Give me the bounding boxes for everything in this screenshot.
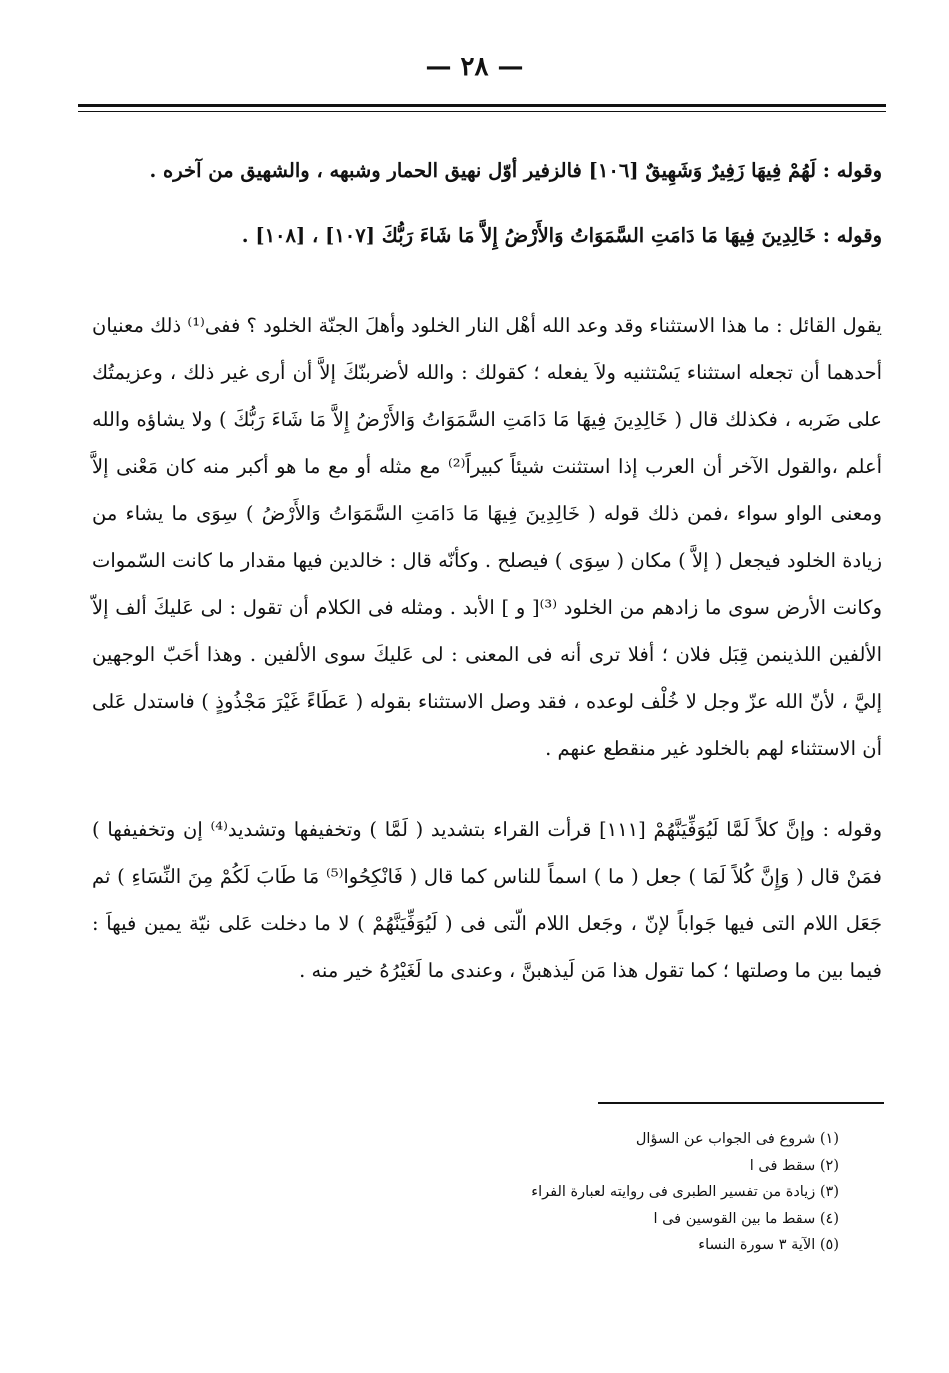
footnote-3: (٣) زيادة من تفسير الطبرى فى روايته لعبارة الفراء bbox=[531, 1184, 839, 1200]
main-text bbox=[92, 130, 882, 994]
footnote-2: (٢) سقط فى ا bbox=[749, 1157, 839, 1174]
header-rule-thin bbox=[78, 111, 886, 112]
verse-block bbox=[92, 130, 882, 268]
page-number: — ٢٨ — bbox=[425, 52, 524, 82]
footnote-rule bbox=[598, 1102, 884, 1104]
header-rule bbox=[78, 104, 886, 107]
verse-line-107: وقوله : خَالِدِينَ فِيهَا مَا دَامَتِ السَّمَوَاتُ وَالأَرْضُ إِلاَّ مَا شَاءَ رَبُّكَ [١٠٧] ، [١٠٨] . bbox=[241, 224, 882, 247]
footnotes bbox=[319, 1126, 839, 1259]
verse-line-106: وقوله : لَهُمْ فِيهَا زَفِيرٌ وَشَهِيقٌ [١٠٦] فالزفير أوّل نهيق الحمار وشبهه ، والشهيق من آخره . bbox=[149, 159, 882, 182]
footnote-4: (٤) سقط ما بين القوسين فى ا bbox=[653, 1210, 839, 1227]
paragraph-istithna: يقول القائل : ما هذا الاستثناء وقد وعد الله أهْل النار الخلود وأهلَ الجنّة الخلود ؟ ففى⁽¹⁾ ذلك معنيان أحدهما أن تجعله استثناء يَسْتثنيه ولاَ يفعله ؛ كقولك : والله لأضربنّكَ إلاَّ أن أرى غير ذلك ، وعزيمتُك على ضَربه ، فكذلك قال ( خَالِدِينَ فِيهَا مَا دَامَتِ السَّمَوَاتُ وَالأَرْضُ إِلاَّ مَا شَاءَ رَبُّكَ ) ولا يشاؤه والله أعلم ،والقول الآخر أن العرب إذا استثنت شيئاً كبيراً⁽²⁾ مع مثله أو مع ما هو أكبر منه كان مَعْنى إلاَّ ومعنى الواو سواء ،فمن ذلك قوله ( خَالِدِينَ فِيهَا مَا دَامَتِ السَّمَوَاتُ وَالأَرْضُ ) سِوَى ما يشاء من زيادة الخلود فيجعل ( إلاَّ ) مكان ( سِوَى ) فيصلح . وكأنّه قال : خالدين فيها مقدار ما كانت السّموات وكانت الأرض سوى ما زادهم من الخلود ⁽³⁾[ و ] الأبد . ومثله فى الكلام أن تقول : لى عَليكَ ألف إلاّ الألفين اللذينمن قِبَل فلان ؛ أفلا ترى أنه فى المعنى : لى عَليكَ سوى الألفين . وهذا أحَبّ الوجهين إليَّ ، لأنّ الله عزّ وجل لا خُلْف لوعده ، فقد وصل الاستثناء بقوله ( عَطَاءً غَيْرَ مَجْذُوذٍ ) فاستدل عَلى أن الاستثناء لهم بالخلود غير منقطع عنهم . bbox=[92, 314, 883, 760]
footnote-1: (١) شروع فى الجواب عن السؤال bbox=[635, 1131, 839, 1147]
paragraph-lamma: وقوله : وإنَّ كلاً لَمَّا لَيُوَفِّيَنَّهُمْ [١١١] قرأت القراء بتشديد ( لَمَّا ) وتخفيفها وتشديد⁽⁴⁾ إن وتخفيفها ) فمَنْ قال ( وَإِنَّ كُلاً لَمَا ) جعل ( ما ) اسماً للناس كما قال ( فَانْكِحُوا⁽⁵⁾ مَا طَابَ لَكُمْ مِنَ النِّسَاءِ ) ثم جَعَل اللام التى فيها جَواباً لإنّ ، وجَعل اللام الّتى فى ( لَيُوَفِّيَنَّهُمْ ) لا ما دخلت عَلى نيّة يمين فيهاَ : فيما بين ما وصلتها ؛ كما تقول هذا مَن لَيذهبنَّ ، وعندى ما لَغَيْرُهُ خير منه . bbox=[92, 818, 882, 982]
footnote-5: (٥) الآية ٣ سورة النساء bbox=[698, 1237, 839, 1253]
